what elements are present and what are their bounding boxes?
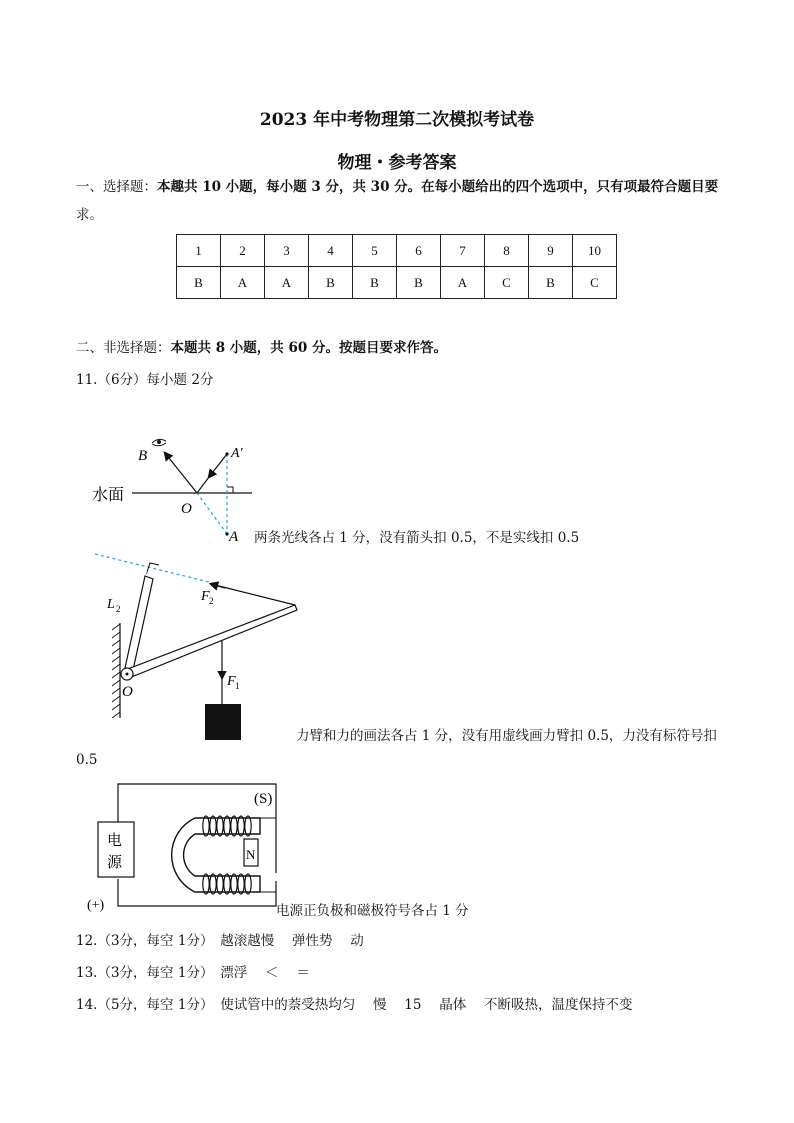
section2-prefix: 二、非选择题： <box>76 340 171 356</box>
table-cell: C <box>573 267 617 299</box>
label-f1: F <box>227 674 236 689</box>
label-a: A <box>229 529 239 545</box>
pivot-dot <box>126 673 129 676</box>
section2-intro <box>76 338 447 358</box>
table-cell: B <box>177 267 221 299</box>
label-f2: F <box>201 589 210 604</box>
incident-ray-end <box>197 477 209 493</box>
fig2-note-line1: 力臂和力的画法各占 1 分，没有用虚线画力臂扣 0.5，力没有标符号扣 <box>296 728 717 744</box>
table-cell: 8 <box>485 235 529 267</box>
table-cell: 7 <box>441 235 485 267</box>
answer-number: 14.（5分，每空 1分） <box>76 997 207 1013</box>
table-row-numbers <box>177 235 617 267</box>
q11-header: 11.（6分）每小题 2分 <box>76 372 214 388</box>
table-cell: B <box>353 267 397 299</box>
section1-intro-text: 本趣共 10 小题，每小题 3 分，共 30 分。在每小题给出的四个选项中，只有项最符合题目要 <box>157 179 719 195</box>
answer-table <box>176 234 617 299</box>
label-o: O <box>181 501 192 517</box>
table-cell: B <box>309 267 353 299</box>
eye-icon <box>152 439 166 445</box>
answer-number: 12.（3分，每空 1分） <box>76 933 207 949</box>
answer-row <box>76 931 364 951</box>
point-a-prime <box>225 452 228 455</box>
label-f2-sub: 2 <box>209 596 214 606</box>
section1-intro-line2: 求。 <box>76 207 103 223</box>
section1-intro <box>76 177 718 197</box>
label-l: L <box>107 597 115 612</box>
force-f2-line <box>215 585 295 605</box>
right-angle-mark <box>147 563 159 572</box>
electromagnet-diagram <box>80 778 290 918</box>
table-cell: A <box>221 267 265 299</box>
table-cell: A <box>441 267 485 299</box>
fig3-note: 电源正负极和磁极符号各占 1 分 <box>276 903 469 919</box>
label-power-1: 电 <box>107 833 123 849</box>
answer-content: 越滚越慢 弹性势 动 <box>220 933 364 949</box>
table-cell: 3 <box>265 235 309 267</box>
section2-intro-text: 本题共 8 小题，共 60 分。按题目要求作答。 <box>170 340 447 356</box>
table-cell: B <box>529 267 573 299</box>
reflection-diagram <box>80 430 280 550</box>
lever-bar <box>125 605 297 678</box>
page-subtitle: 物理・参考答案 <box>337 153 457 173</box>
label-a-prime: A′ <box>231 446 243 461</box>
fig2-note-line2: 0.5 <box>76 752 98 768</box>
force-line-extension <box>95 554 213 583</box>
answer-number: 13.（3分，每空 1分） <box>76 965 207 981</box>
label-power-2: 源 <box>107 855 123 871</box>
label-l-sub: 2 <box>116 604 121 614</box>
wall <box>112 623 120 718</box>
label-o: O <box>122 684 133 700</box>
table-cell: A <box>265 267 309 299</box>
force-f2-arrow <box>211 584 225 588</box>
page-title: 2023 年中考物理第二次模拟考试卷 <box>259 110 535 130</box>
label-n: N <box>246 847 256 862</box>
table-row-answers <box>177 267 617 299</box>
table-cell: 2 <box>221 235 265 267</box>
table-cell: 5 <box>353 235 397 267</box>
table-cell: 9 <box>529 235 573 267</box>
incident-ray <box>209 454 227 477</box>
answer-content: 使试管中的萘受热均匀 慢 15 晶体 不断吸热，温度保持不变 <box>220 997 633 1013</box>
virtual-ray-line <box>197 493 227 534</box>
label-plus: (+) <box>87 898 105 913</box>
table-cell: C <box>485 267 529 299</box>
table-cell: 10 <box>573 235 617 267</box>
table-cell: B <box>397 267 441 299</box>
answer-content: 漂浮 ＜ ＝ <box>220 965 310 981</box>
table-cell: 6 <box>397 235 441 267</box>
label-b: B <box>138 448 148 464</box>
label-f1-sub: 1 <box>235 681 240 691</box>
answer-row <box>76 995 633 1015</box>
weight-block <box>205 704 241 740</box>
fig1-note: 两条光线各占 1 分，没有箭头扣 0.5，不是实线扣 0.5 <box>254 530 580 546</box>
table-cell: 4 <box>309 235 353 267</box>
lever-diagram <box>85 548 305 748</box>
reflected-ray <box>165 453 197 493</box>
label-s: (S) <box>254 791 273 807</box>
answer-row <box>76 963 310 983</box>
section1-prefix: 一、选择题： <box>76 179 157 195</box>
label-water-surface: 水面 <box>92 487 125 504</box>
right-angle-mark <box>227 487 233 493</box>
table-cell: 1 <box>177 235 221 267</box>
lever-arm-upper <box>125 576 153 670</box>
